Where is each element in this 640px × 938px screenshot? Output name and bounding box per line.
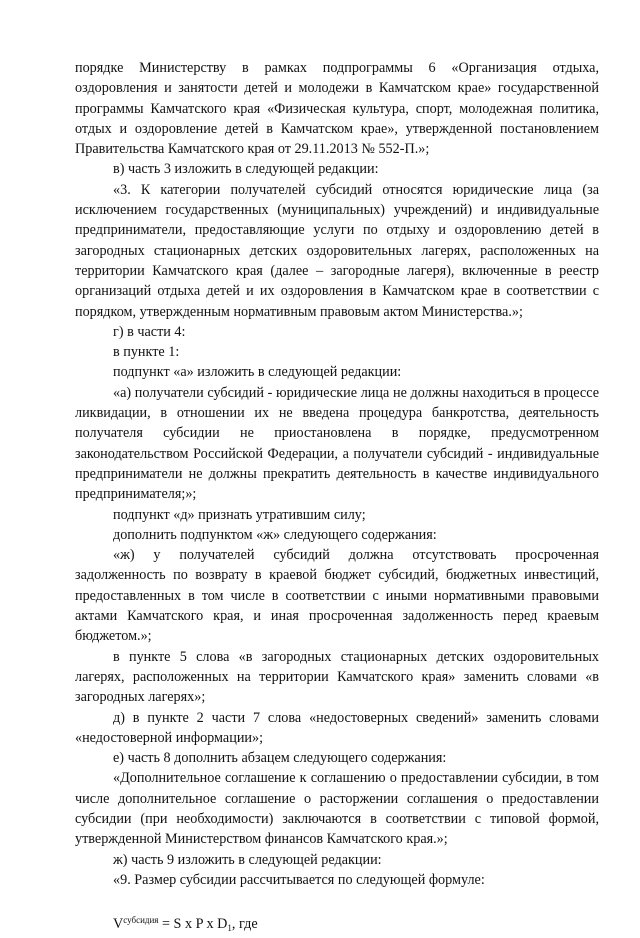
formula-variable: V [113,916,124,933]
paragraph-p12: д) в пункте 2 части 7 слова «недостоверных сведений» заменить словами «недостоверной информации»; [75,709,599,746]
paragraph-p04: г) в части 4: [113,323,186,340]
paragraph-p01: порядке Министерству в рамках подпрограммы 6 «Организация отдыха, оздоровления и занятости детей и молодежи в Камчатском крае» государственной программы Камчатского края «Физическая культура, спорт, молодежная политика, отдых и оздоровление детей в Камчатском крае», утвержденной постановлением Правительства Камчатского края от 29.11.2013 № 552-П.»; [75,60,599,158]
formula-expression: = S x P x D [158,916,228,933]
paragraph-p03: «3. К категории получателей субсидий относятся юридические лица (за исключением государственных (муниципальных) учреждений) и индивидуальные предприниматели, предоставляющие услуги по отдыху и оздоровлению детей в загородных стационарных детских оздоровительных лагерях, расположенных на территории Камчатского края (далее – загородные лагеря), включенные в реестр организаций отдыха детей и их оздоровления в Камчатском крае в соответствии с порядком, утвержденным нормативным правовым актом Министерства.»; [75,181,599,320]
paragraph-p09: дополнить подпунктом «ж» следующего содержания: [113,526,437,543]
paragraph-p06: подпункт «а» изложить в следующей редакции: [113,364,402,381]
formula-spacer [75,890,599,910]
paragraph-p13: е) часть 8 дополнить абзацем следующего содержания: [113,750,447,767]
paragraph-p02: в) часть 3 изложить в следующей редакции: [113,161,379,178]
document-page [75,58,599,938]
paragraph-p14: «Дополнительное соглашение к соглашению о предоставлении субсидии, в том числе дополнительное соглашение о расторжении соглашения о предоставлении субсидии (при необходимости) заключаются в соответствии с типовой формой, утвержденной Министерством финансов Камчатского края.»; [75,770,599,848]
paragraph-p08: подпункт «д» признать утратившим силу; [113,506,366,523]
paragraph-p16: «9. Размер субсидии рассчитывается по следующей формуле: [113,871,485,888]
subsidy-formula [75,910,599,938]
paragraph-p15: ж) часть 9 изложить в следующей редакции: [113,851,382,868]
paragraph-p07: «а) получатели субсидий - юридические лица не должны находиться в процессе ликвидации, в отношении их не введена процедура банкротства, деятельность получателя субсидии не приостановлена в порядке, предусмотренном законодательством Российской Федерации, а получатели субсидий - индивидуальные предприниматели не должны прекратить деятельность в качестве индивидуального предпринимателя;»; [75,384,599,503]
formula-superscript: субсидия [123,915,159,926]
document-body [75,58,599,890]
paragraph-p05: в пункте 1: [113,344,180,361]
paragraph-p10: «ж) у получателей субсидий должна отсутствовать просроченная задолженность по возврату в краевой бюджет субсидий, бюджетных инвестиций, предоставленных в том числе в соответствии с иными нормативными правовыми актами Камчатского края, и иная просроченная задолженность перед краевым бюджетом.»; [75,547,599,645]
formula-tail: , где [231,916,258,933]
formula-subscript: 1 [227,923,232,934]
paragraph-p11: в пункте 5 слова «в загородных стационарных детских оздоровительных лагерях, расположенных на территории Камчатского края» заменить словами «в загородных лагерях»; [75,648,599,706]
